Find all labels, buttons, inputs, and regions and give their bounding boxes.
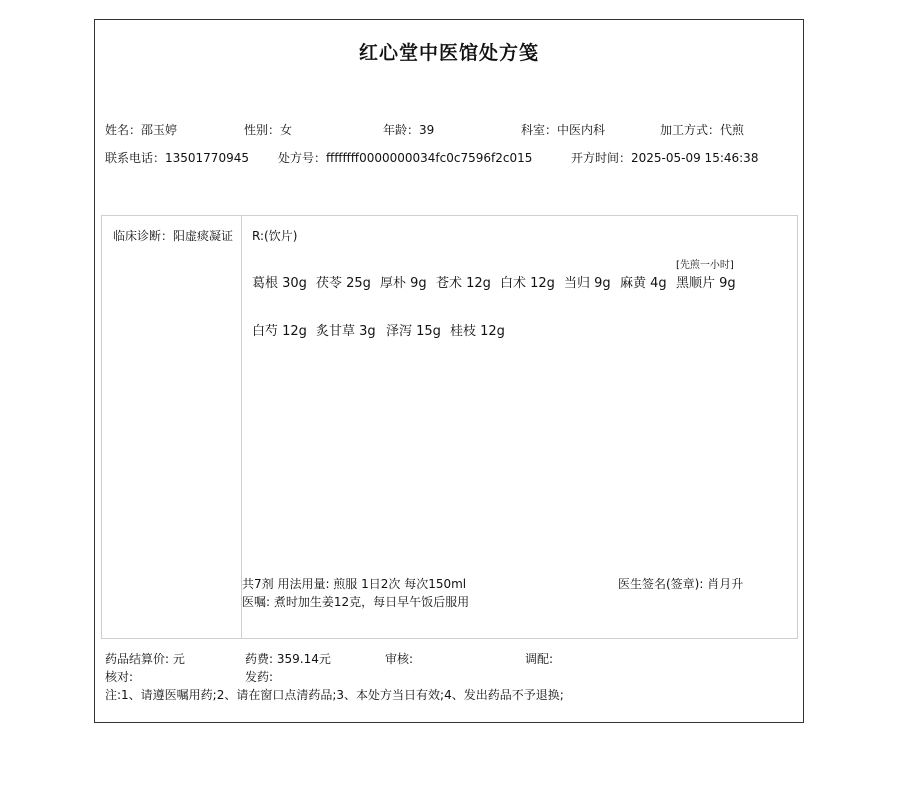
settlement-price: 药品结算价: 元 (105, 652, 185, 666)
patient-name: 姓名：邵玉婷 (105, 123, 178, 137)
review-field: 审核: (385, 652, 414, 666)
footer-notice: 注:1、请遵医嘱用药;2、请在窗口点清药品;3、本处方当日有效;4、发出药品不予退换; (105, 688, 564, 702)
herb-item: 炙甘草 3g (316, 324, 376, 339)
rx-label: R:(饮片) (252, 229, 298, 243)
page-title: 红心堂中医馆处方笺 (358, 42, 539, 64)
herb-item: 黑顺片 9g (676, 276, 736, 291)
herb-item: 白芍 12g (252, 324, 307, 339)
herb-item: 葛根 30g (252, 276, 307, 291)
clinical-diagnosis: 临床诊断：阳虚痰凝证 (113, 229, 234, 243)
herb-item: 泽泻 15g (386, 324, 441, 339)
herb-item: 苍术 12g (436, 276, 491, 291)
patient-age: 年龄：39 (383, 123, 435, 137)
herb-item: 白术 12g (500, 276, 555, 291)
processing-method: 加工方式：代煎 (660, 123, 745, 137)
herb-item: 麻黄 4g (620, 276, 667, 291)
prescription-time: 开方时间：2025-05-09 15:46:38 (571, 151, 759, 165)
herb-item: 当归 9g (564, 276, 611, 291)
medical-advice: 医嘱: 煮时加生姜12克，每日早午饭后服用 (242, 595, 470, 609)
patient-phone: 联系电话：13501770945 (105, 151, 249, 165)
herb-item: 茯苓 25g (316, 276, 371, 291)
prescription-box (101, 215, 798, 639)
dosage-instructions: 共7剂 用法用量: 煎服 1日2次 每次150ml (242, 577, 467, 591)
patient-gender: 性别：女 (244, 123, 293, 137)
doctor-signature: 医生签名(签章): 肖月升 (618, 577, 744, 591)
herb-item: 厚朴 9g (380, 276, 427, 291)
dispense-field: 调配: (525, 652, 554, 666)
herb-note: [先煎一小时] (676, 260, 734, 271)
prescription-number: 处方号：ffffffff0000000034fc0c7596f2c015 (278, 151, 533, 165)
herb-item: 桂枝 12g (450, 324, 505, 339)
column-divider (241, 216, 242, 638)
medicine-fee: 药费: 359.14元 (245, 652, 331, 666)
check-field: 核对: (105, 670, 134, 684)
patient-department: 科室：中医内科 (521, 123, 606, 137)
prescription-sheet (94, 19, 804, 723)
issue-field: 发药: (245, 670, 274, 684)
